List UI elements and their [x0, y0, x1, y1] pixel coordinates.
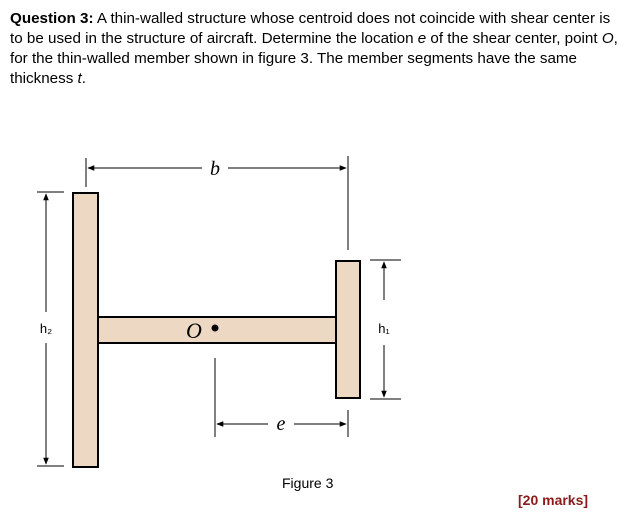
question-body-3: , for the thin-walled member shown in figure 3. The member segments have the same thickness	[10, 30, 618, 87]
b-label: b	[210, 158, 220, 180]
figure-caption: Figure 3	[282, 475, 334, 491]
marks-label: [20 marks]	[518, 492, 589, 508]
question-end: .	[81, 70, 86, 87]
question-symbol-t: t	[77, 70, 82, 87]
right-flange	[336, 261, 360, 398]
question-body-2: of the shear center, point	[426, 30, 602, 47]
shear-center-point	[212, 325, 219, 332]
question-symbol-e: e	[417, 30, 427, 47]
shear-center-label: O	[186, 318, 202, 343]
question-symbol-O: O	[601, 30, 614, 47]
question-body-1: A thin-walled structure whose centroid does not coincide with shear center is to be used in the structure of aircraft. Determine the location	[10, 10, 611, 47]
e-label: e	[276, 413, 286, 435]
question-label: Question 3:	[10, 10, 94, 27]
h2-label: h₂	[39, 321, 53, 336]
h1-label: h₁	[378, 321, 390, 336]
left-flange	[73, 193, 98, 467]
